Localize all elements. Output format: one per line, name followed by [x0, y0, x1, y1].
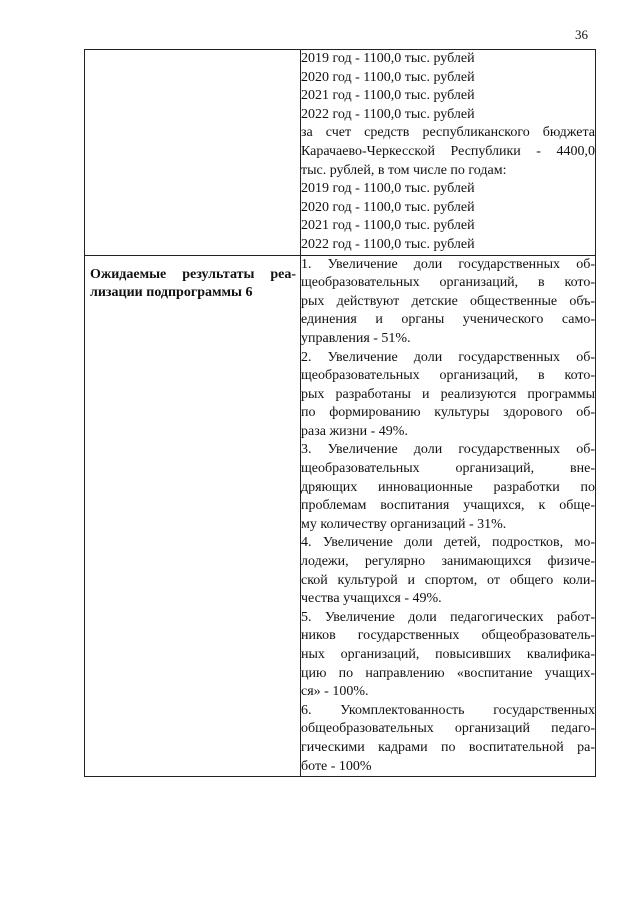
result-item-2 — [301, 349, 595, 442]
result-line: рых разработаны и реализуются программы — [301, 386, 595, 402]
finance-value-cell — [301, 50, 596, 256]
finance-label-cell — [85, 50, 301, 256]
result-line: 4. Увеличение доли детей, подростков, мо- — [301, 535, 595, 551]
result-line: чества учащихся - 49%. — [301, 591, 442, 607]
result-line: дряющих инновационные разработки по — [301, 479, 595, 495]
result-item-3 — [301, 441, 595, 534]
result-line: общеобразовательных организаций педаго- — [301, 721, 595, 737]
regional-intro-line: тыс. рублей, в том числе по годам: — [301, 162, 507, 178]
result-line: 5. Увеличение доли педагогических работ- — [301, 609, 595, 625]
result-line: рых действуют детские общественные объ- — [301, 293, 595, 309]
result-line: 6. Укомплектованность государственных — [301, 702, 595, 718]
federal-year-line: 2020 год - 1100,0 тыс. рублей — [301, 69, 475, 85]
results-label — [85, 256, 300, 302]
result-line: ской культурой и спортом, от общего коли- — [301, 572, 595, 588]
result-item-5 — [301, 609, 595, 702]
result-item-1 — [301, 256, 595, 349]
result-line: щеобразовательных организаций, в кото- — [301, 275, 595, 291]
result-item-6 — [301, 702, 595, 776]
program-table — [84, 49, 596, 777]
regional-year-line: 2020 год - 1100,0 тыс. рублей — [301, 199, 475, 215]
result-line: ников государственных общеобразователь- — [301, 628, 595, 644]
federal-year-line: 2019 год - 1100,0 тыс. рублей — [301, 51, 475, 66]
result-line: ных организаций, повысивших квалифика- — [301, 647, 595, 662]
result-line: лодежи, регулярно занимающихся физиче- — [301, 554, 595, 570]
result-line: цию по направлению «воспитание учащих- — [301, 665, 595, 681]
result-line: гическими кадрами по воспитательной ра- — [301, 739, 595, 755]
result-line: по формированию культуры здорового об- — [301, 405, 595, 421]
result-item-4 — [301, 534, 595, 608]
result-line: управления - 51%. — [301, 330, 411, 346]
result-line: щеобразовательных организаций, в кото- — [301, 368, 595, 384]
result-line: 2. Увеличение доли государственных об- — [301, 349, 595, 365]
result-line: 3. Увеличение доли государственных об- — [301, 442, 595, 458]
federal-year-line: 2022 год - 1100,0 тыс. рублей — [301, 106, 475, 122]
result-line: боте - 100% — [301, 758, 372, 774]
page-number: 36 — [575, 27, 588, 42]
result-line: единения и органы ученического само- — [301, 312, 595, 328]
result-line: проблемам воспитания учащихся, к обще- — [301, 498, 595, 514]
results-value-cell — [301, 255, 596, 777]
regional-year-line: 2022 год - 1100,0 тыс. рублей — [301, 236, 475, 252]
results-label-line: лизации подпрограммы 6 — [90, 284, 253, 300]
results-row — [85, 255, 596, 777]
result-line: раза жизни - 49%. — [301, 423, 408, 439]
regional-year-line: 2021 год - 1100,0 тыс. рублей — [301, 218, 475, 234]
result-line: щеобразовательных организаций, вне- — [301, 461, 595, 477]
regional-intro-line: за счет средств республиканского бюджета — [301, 125, 595, 141]
federal-year-line: 2021 год - 1100,0 тыс. рублей — [301, 88, 475, 104]
results-label-line: Ожидаемые результаты реа- — [90, 266, 296, 282]
results-label-cell — [85, 255, 301, 777]
result-line: 1. Увеличение доли государственных об- — [301, 256, 595, 272]
finance-row — [85, 50, 596, 256]
regional-year-line: 2019 год - 1100,0 тыс. рублей — [301, 181, 475, 197]
result-line: ся» - 100%. — [301, 684, 369, 700]
result-line: му количеству организаций - 31%. — [301, 516, 507, 532]
regional-intro-line: Карачаево-Черкесской Республики - 4400,0 — [301, 143, 595, 159]
